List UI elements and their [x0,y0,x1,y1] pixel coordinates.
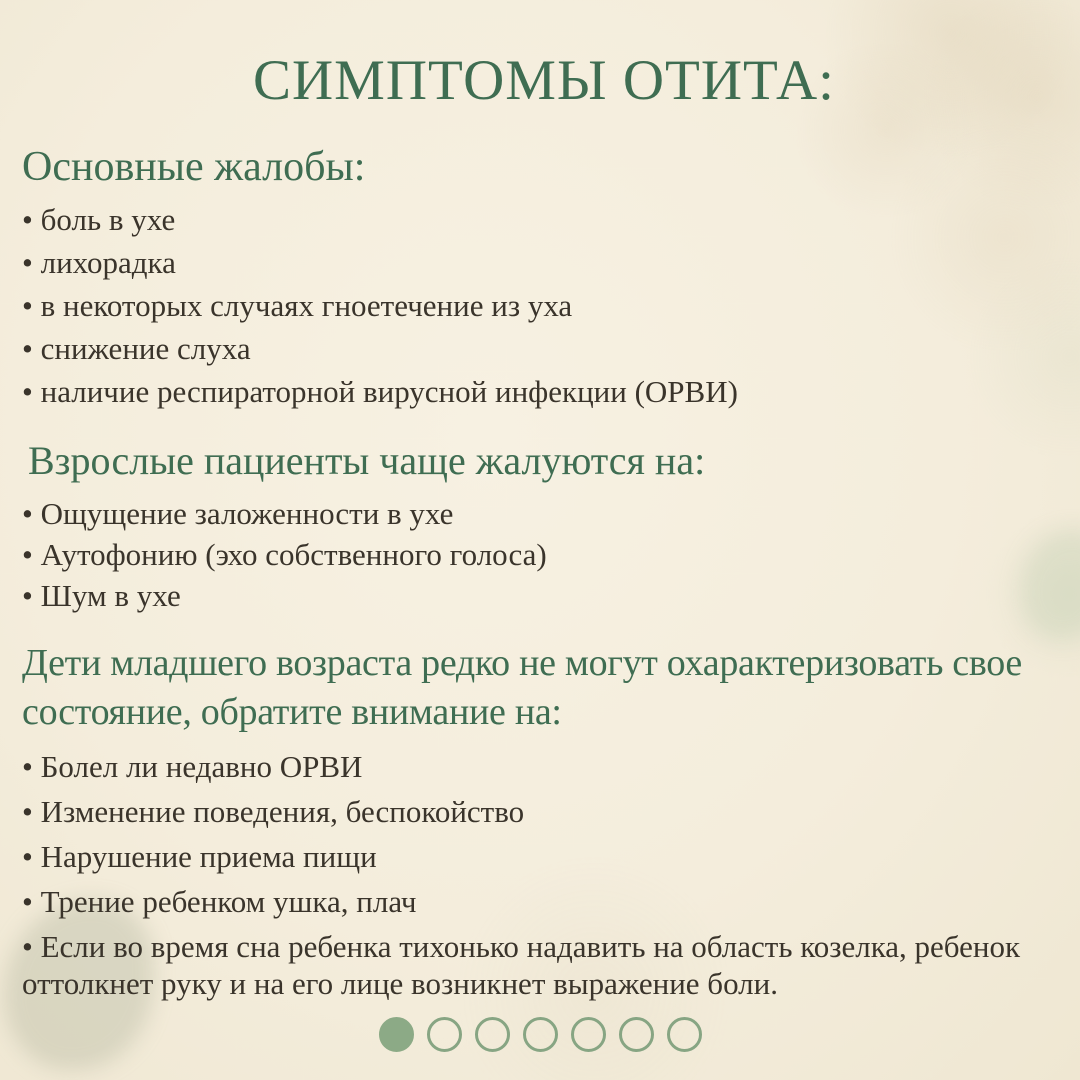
bullet-icon: • [22,793,41,829]
list-item-text: наличие респираторной вирусной инфекции (ОРВИ) [40,373,738,409]
bullet-icon: • [22,201,41,237]
pagination-dot[interactable] [475,1017,510,1052]
list-item [22,928,1066,1002]
list-item-text: Нарушение приема пищи [40,838,377,874]
list-item-text: Шум в ухе [40,577,181,613]
bullet-icon: • [22,748,41,784]
list-item [22,883,1066,920]
list-item [22,370,1066,413]
pagination-dot[interactable] [523,1017,558,1052]
bullet-icon: • [22,536,41,572]
list-item [22,198,1066,241]
list-item [22,327,1066,370]
bullet-list [22,198,1066,413]
page-title: СИМПТОМЫ ОТИТА: [252,49,836,112]
bullet-list [22,748,1066,1002]
bullet-icon: • [22,883,41,919]
bullet-icon: • [22,373,41,409]
list-item [22,748,1066,785]
bullet-icon: • [22,287,41,323]
list-item-text: боль в ухе [40,201,176,237]
section-heading: Основные жалобы: [22,143,366,190]
list-item-text: снижение слуха [40,330,251,366]
section-heading: Дети младшего возраста редко не могут охарактеризовать свое состояние, обратите внимание на: [22,641,1022,734]
pagination-dot[interactable] [571,1017,606,1052]
list-item [22,493,1066,534]
text-section [22,438,1066,616]
pagination-dots [0,1017,1080,1052]
list-item [22,241,1066,284]
pagination-dot[interactable] [427,1017,462,1052]
sections-container [22,143,1066,1002]
bullet-icon: • [22,577,41,613]
pagination-dot-active[interactable] [379,1017,414,1052]
list-item-text: Ощущение заложенности в ухе [40,495,454,531]
bullet-icon: • [22,330,41,366]
list-item [22,575,1066,616]
list-item-text: лихорадка [40,244,176,280]
text-section [22,639,1066,1002]
list-item [22,284,1066,327]
pagination-dot[interactable] [667,1017,702,1052]
bullet-icon: • [22,838,41,874]
list-item-text: Если во время сна ребенка тихонько надавить на область козелка, ребенок оттолкнет руку и на его лице возникнет выражение боли. [22,928,1021,1001]
section-heading: Взрослые пациенты чаще жалуются на: [28,437,706,483]
bullet-icon: • [22,495,41,531]
list-item-text: Изменение поведения, беспокойство [40,793,525,829]
list-item-text: Аутофонию (эхо собственного голоса) [40,536,547,572]
pagination-dot[interactable] [619,1017,654,1052]
list-item-text: в некоторых случаях гноетечение из уха [40,287,573,323]
bullet-icon: • [22,244,41,280]
bullet-icon: • [22,928,41,964]
list-item [22,534,1066,575]
list-item-text: Болел ли недавно ОРВИ [40,748,363,784]
bullet-list [22,493,1066,616]
list-item [22,838,1066,875]
text-section [22,143,1066,413]
list-item [22,793,1066,830]
list-item-text: Трение ребенком ушка, плач [40,883,417,919]
